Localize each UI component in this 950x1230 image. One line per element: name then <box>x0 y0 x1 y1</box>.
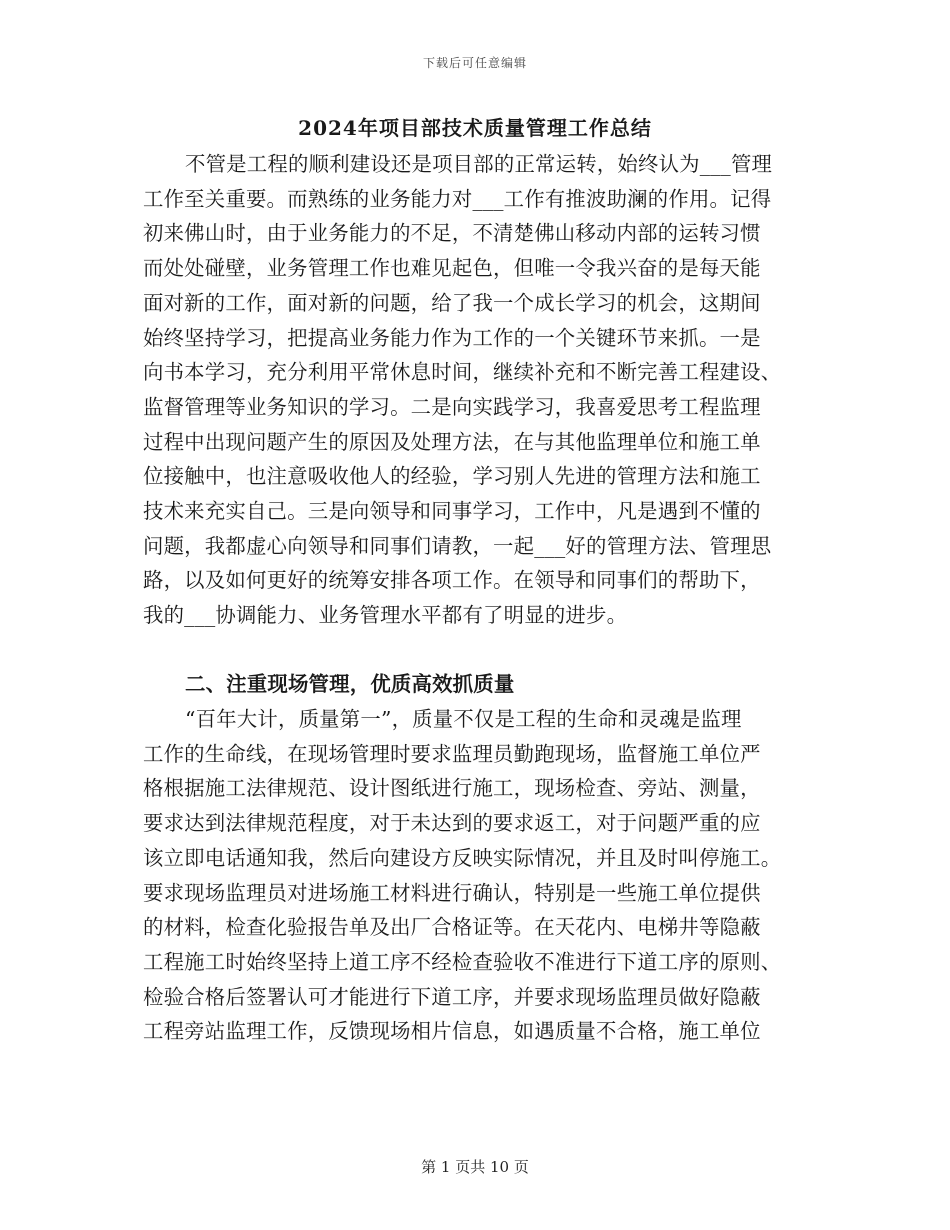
paragraph-line: 路，以及如何更好的统筹安排各项工作。在领导和同事们的帮助下， <box>143 568 761 593</box>
paragraph-line: 工作的生命线，在现场管理时要求监理员勤跑现场，监督施工单位严 <box>143 741 761 766</box>
paragraph-line: 而处处碰壁，业务管理工作也难见起色，但唯一令我兴奋的是每天能 <box>143 256 761 281</box>
paragraph-line: 面对新的工作，面对新的问题，给了我一个成长学习的机会，这期间 <box>143 290 761 315</box>
paragraph-line: 工作至关重要。而熟练的业务能力对___工作有推波助澜的作用。记得 <box>143 186 772 211</box>
paragraph-line: 工程旁站监理工作，反馈现场相片信息，如遇质量不合格，施工单位 <box>143 1019 761 1044</box>
paragraph-line: “百年大计，质量第一”，质量不仅是工程的生命和灵魂是监理 <box>185 707 742 731</box>
paragraph-line: 不管是工程的顺利建设还是项目部的正常运转，始终认为___管理 <box>185 152 773 176</box>
paragraph-line: 的材料，检查化验报告单及出厂合格证等。在天花内、电梯井等隐蔽 <box>143 915 761 940</box>
paragraph-line: 该立即电话通知我，然后向建设方反映实际情况，并且及时叫停施工。 <box>143 845 782 870</box>
document-title: 2024年项目部技术质量管理工作总结 <box>298 116 652 140</box>
paragraph-line: 初来佛山时，由于业务能力的不足，不清楚佛山移动内部的运转习惯 <box>143 221 761 246</box>
paragraph-line: 要求现场监理员对进场施工材料进行确认，特别是一些施工单位提供 <box>143 880 761 905</box>
paragraph-line: 问题，我都虚心向领导和同事们请教，一起___好的管理方法、管理思 <box>143 533 772 558</box>
paragraph-line: 向书本学习，充分利用平常休息时间，继续补充和不断完善工程建设、 <box>143 360 782 385</box>
section-heading-2 <box>143 667 815 702</box>
section-heading-text: 二、注重现场管理，优质高效抓质量 <box>185 672 515 696</box>
paragraph-line: 格根据施工法律规范、设计图纸进行施工，现场检查、旁站、测量， <box>143 776 761 801</box>
paragraph-line: 检验合格后签署认可才能进行下道工序，并要求现场监理员做好隐蔽 <box>143 984 761 1009</box>
paragraph-line: 我的___协调能力、业务管理水平都有了明显的进步。 <box>143 603 628 628</box>
paragraph-line: 工程施工时始终坚持上道工序不经检查验收不准进行下道工序的原则、 <box>143 949 782 974</box>
paragraph-line: 要求达到法律规范程度，对于未达到的要求返工，对于问题严重的应 <box>143 811 761 836</box>
paragraph-line: 监督管理等业务知识的学习。二是向实践学习，我喜爱思考工程监理 <box>143 394 761 419</box>
paragraph-line: 过程中出现问题产生的原因及处理方法，在与其他监理单位和施工单 <box>143 429 761 454</box>
paragraph-line: 位接触中，也注意吸收他人的经验，学习别人先进的管理方法和施工 <box>143 464 761 489</box>
download-note: 下载后可任意编辑 <box>422 56 527 70</box>
paragraph-line: 技术来充实自己。三是向领导和同事学习，工作中，凡是遇到不懂的 <box>143 499 761 524</box>
paragraph-1 <box>143 147 815 633</box>
paragraph-2 <box>143 702 815 1049</box>
page-number: 第 1 页共 10 页 <box>421 1158 529 1176</box>
paragraph-line: 始终坚持学习，把提高业务能力作为工作的一个关键环节来抓。一是 <box>143 325 761 350</box>
